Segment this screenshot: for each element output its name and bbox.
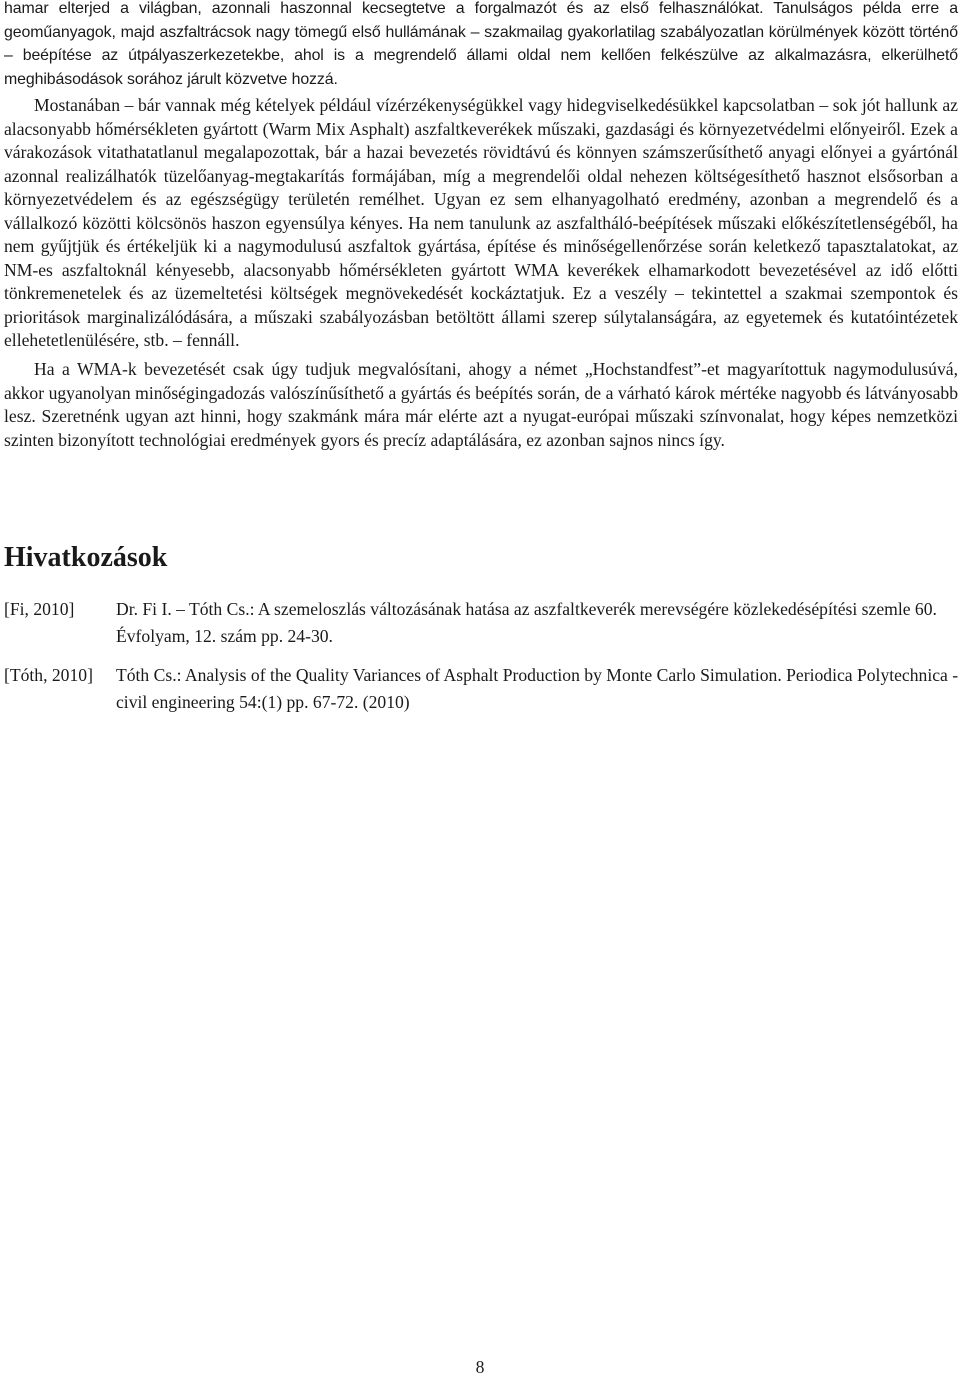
references-heading: Hivatkozások (4, 542, 168, 573)
page-number: 8 (475, 1357, 485, 1377)
paragraph-2: Mostanában – bár vannak még kételyek például vízérzékenységükkel vagy hidegviselkedésükkel kapcsolatban – sok jót hallunk az alacsonyabb hőmérsékleten gyártott (Warm Mix Asphalt) aszfaltkeverékek műszaki, gazdasági és környezetvédelmi előnyeiről. Ezek a várakozások vitathatatlanul megalapozottak, bár a hazai bevezetés rövidtávú és könnyen számszerűsíthető anyagi előnyei a gyártónál azonnal realizálhatók tüzelőanyag-megtakarítás formájában, míg a megrendelői oldal nehezen költségesíthető hasznot elsősorban a környezetvédelem és az egészségügy területén remélhet. Ugyan ez sem elhanyagolható eredmény, azonban a megrendelő és a vállalkozó közötti kölcsönös haszon egyensúlya kényes. Ha nem tanulunk az aszfaltháló-beépítések műszaki előkészítetlenségéből, ha nem gyűjtjük és értékeljük ki a nagymodulusú aszfaltok gyártása, építése és minőségellenőrzése során keletkező tapasztalatokat, az NM-es aszfaltoknál kényesebb, alacsonyabb hőmérsékleten gyártott WMA keverékek elhamarkodott bevezetésével az idő előtti tönkremenetelek és az üzemeltetési költségek megnövekedését kockáztatjuk. Ez a veszély – tekintettel a szakmai szempontok és prioritások marginalizálódására, a műszaki szabályozásban betöltött állami szerep súlytalanságára, az egyetemek és kutatóintézetek ellehetetlenülésére, stb. – fennáll. (4, 95, 958, 350)
reference-text: Tóth Cs.: Analysis of the Quality Variances of Asphalt Production by Monte Carlo Simulation. Periodica Polytechnica - civil engineering 54:(1) pp. 67-72. (2010) (116, 665, 959, 712)
paragraph-3: Ha a WMA-k bevezetését csak úgy tudjuk megvalósítani, ahogy a német „Hochstandfest”-et magyarítottuk nagymodulusúvá, akkor ugyanolyan minőségingadozás valószínűsíthető a gyártás és beépítés során, de a várható károk mértéke nagyobb és látványosabb lesz. Szeretnénk ugyan azt hinni, hogy szakmánk mára már elérte azt a nyugat-európai műszaki színvonalat, hogy képes nemzetközi szinten bizonyított technológiai eredmények gyors és precíz adaptálására, ez azonban sajnos nincs így. (4, 359, 958, 450)
reference-text: Dr. Fi I. – Tóth Cs.: A szemeloszlás változásának hatása az aszfaltkeverék merevségére közlekedésépítési szemle 60. Évfolyam, 12. szám pp. 24-30. (116, 599, 937, 646)
reference-key: [Tóth, 2010] (4, 665, 93, 685)
reference-item (4, 596, 960, 650)
paragraph-1: hamar elterjed a világban, azonnali haszonnal kecsegtetve a forgalmazót és az első felhasználókat. Tanulságos példa erre a geoműanyagok, majd aszfaltrácsok nagy tömegű első hullámának – szakmailag gyakorlatilag szabályozatlan körülmények között történő – beépítése az útpályaszerkezetekbe, ahol is a megrendelő állami oldal nem kellően felkészülve az alkalmazásra, elkerülhető meghibásodások sorához járult közvetve hozzá. (4, 0, 958, 88)
reference-item (4, 662, 960, 716)
reference-key: [Fi, 2010] (4, 599, 75, 619)
